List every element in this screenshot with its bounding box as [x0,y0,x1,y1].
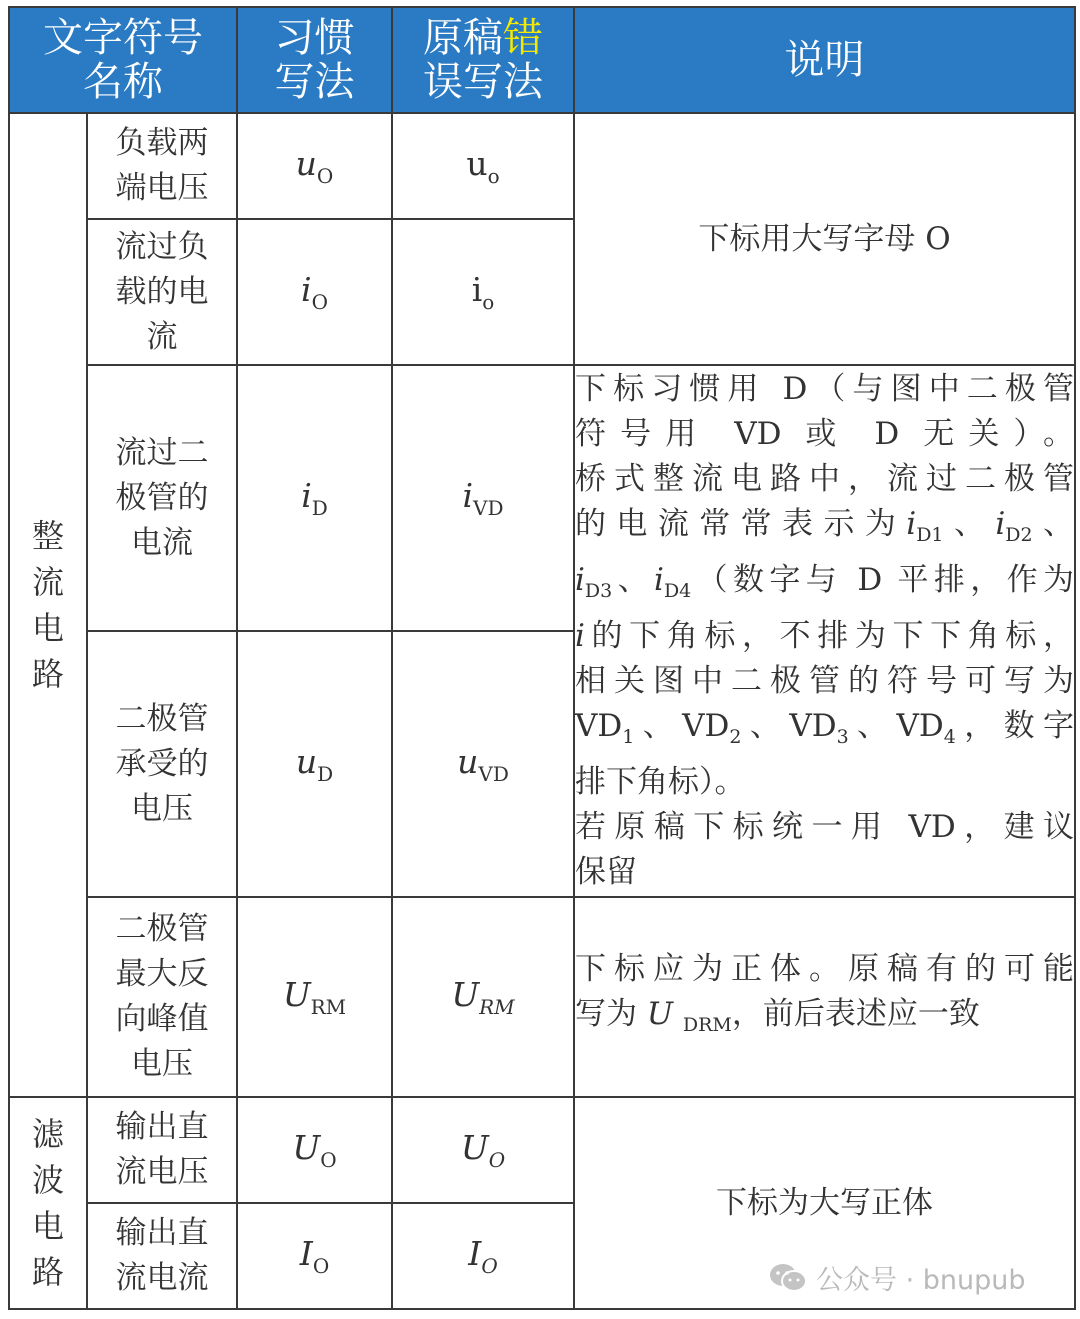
symbol-base: i [301,476,312,515]
symbol-base: U [451,975,480,1014]
table-wrapper [8,6,1076,1310]
row-name [87,113,237,219]
row-name-line: 流过负 [115,228,209,265]
original-symbol [392,113,574,219]
symbol-sub: O [316,164,334,188]
header-row [9,7,1075,113]
note-sub: 4 [943,726,956,748]
note-line [575,502,1074,558]
symbol-base: i [462,476,474,515]
note-sub: D1 [916,524,944,546]
table-row [9,113,1075,219]
symbol-sub: RM [479,995,515,1019]
symbol-base: u [466,144,488,183]
note-sub: D2 [1005,524,1033,546]
header-standard [237,7,392,113]
row-name-line: 负载两 [115,125,209,161]
note-text: 下标用大写字母 O [698,220,951,257]
standard-symbol [237,897,392,1097]
wechat-icon [768,1261,808,1295]
note-text: 下标为大写正体 [716,1184,933,1221]
note-line: 保留 [575,854,637,890]
row-name-line: 载的电 [115,273,209,310]
row-name [87,365,237,631]
original-symbol [392,365,574,631]
row-name-line: 二极管 [115,911,209,947]
row-name [87,1203,237,1309]
note-sub: 1 [622,726,635,748]
original-symbol [392,219,574,365]
note-line-text: （数字与 D 平排，作为 [691,562,1075,598]
note-diode-subscript [574,365,1075,897]
note-i: i [906,506,917,542]
header-standard-line1: 习惯 [274,15,355,61]
standard-symbol [237,631,392,897]
header-name-line1: 文字符号 [43,15,203,61]
symbol-base: u [457,742,479,781]
symbol-sub: O [320,1148,337,1172]
table-row [9,897,1075,1097]
note-line: 下标习惯用 D（与图中二极管 [575,371,1074,407]
header-standard-line2: 写法 [274,59,355,105]
group-filter [9,1097,87,1309]
symbol-sub: VD [473,496,504,520]
symbol-sub: O [488,1148,506,1172]
table-row [9,1097,1075,1203]
note-line-text: 的电流常常表示为 [575,506,907,542]
symbol-sub: D [311,496,328,520]
note-vd: VD [575,708,623,744]
table-row [9,365,1075,631]
symbol-sub: O [312,1254,330,1278]
row-name-line: 向峰值 [115,1001,209,1037]
header-name-line2: 名称 [83,59,163,105]
original-symbol [392,631,574,897]
row-name-line: 电压 [131,790,193,827]
symbol-base: u [295,144,317,183]
note-i: i [575,562,585,598]
note-sub: 3 [836,726,849,748]
note-line-text: ，前后表述应一致 [731,995,980,1032]
group-rectifier-label: 整流电路 [31,517,64,693]
note-uppercase-o [574,113,1075,365]
symbol-base: I [299,1234,313,1273]
row-name-line: 输出直 [115,1109,209,1145]
note-sep: 、 [612,562,655,598]
group-filter-label: 滤波电路 [31,1115,64,1291]
row-name-line: 二极管 [115,700,209,737]
symbol-base: i [301,270,312,309]
header-note [574,7,1075,113]
note-sub: DRM [682,1013,732,1036]
note-line [575,558,1074,614]
row-name-line: 电压 [131,1046,193,1082]
row-name-line: 极管的 [115,479,209,516]
note-line: 排下角标）。 [575,764,746,800]
symbol-sub: RM [310,995,347,1019]
symbol-sub: VD [478,762,509,786]
row-name-line: 流过二 [115,434,209,471]
symbol-base: u [295,742,318,781]
row-name-line: 承受的 [115,745,209,782]
header-original-b: 误写法 [423,59,543,105]
note-line [575,992,1074,1048]
note-line: 若原稿下标统一用 VD，建议 [575,809,1074,845]
note-sep: 、 [634,708,683,744]
note-vd: VD [896,708,944,744]
symbol-sub: D [317,762,334,786]
row-name [87,1097,237,1203]
standard-symbol [237,365,392,631]
symbol-sub: o [487,164,500,188]
symbol-base: U [282,975,311,1014]
symbol-base: U [292,1128,321,1167]
row-name-line: 流 [146,318,178,355]
note-vd: VD [789,708,837,744]
original-symbol [392,1097,574,1203]
note-sub: 2 [729,726,742,748]
row-name [87,631,237,897]
standard-symbol [237,1203,392,1309]
note-line: 桥式整流电路中，流过二极管 [575,461,1074,497]
note-line-text: 符号用 VD 或 D 无关）。 [575,416,1074,452]
note-i: i [575,618,585,654]
note-i: i [995,506,1006,542]
watermark-text: 公众号 · bnupub [816,1265,1026,1296]
symbol-base: U [460,1128,489,1167]
note-sep: 、 [741,708,790,744]
note-line-text: 的下角标，不排为下下角标， [584,618,1074,654]
note-sep: 、 [943,506,996,542]
note-line [575,412,1074,457]
row-name-line: 流电压 [115,1154,209,1190]
note-line [575,704,1074,760]
note-vd: VD [682,708,730,744]
header-original-highlight: 错 [503,15,543,61]
row-name-line: 流电流 [115,1260,209,1296]
note-sub: D3 [584,580,613,602]
note-line-text: 写为 [575,995,637,1032]
row-name-line: 输出直 [115,1215,209,1251]
symbol-base: I [468,1234,482,1273]
note-sep: 、 [1032,506,1075,542]
note-sub: D4 [663,580,692,602]
note-upright-subscript [574,897,1075,1097]
note-line: 下标应为正体。原稿有的可能 [575,950,1074,987]
row-name [87,219,237,365]
watermark [768,1258,1026,1297]
symbol-base: i [471,270,483,309]
symbol-sub: o [482,290,495,314]
header-note-label: 说明 [784,37,865,83]
original-symbol [392,1203,574,1309]
symbol-sub: O [481,1254,498,1278]
note-line-text: ，数字 [955,708,1075,744]
row-name-line: 电流 [131,524,193,561]
note-i: i [654,562,664,598]
header-name [9,7,237,113]
header-original-a: 原稿 [423,15,503,61]
row-name [87,897,237,1097]
group-rectifier [9,113,87,1097]
standard-symbol [237,219,392,365]
note-sep: 、 [848,708,897,744]
standard-symbol [237,1097,392,1203]
original-symbol [392,897,574,1097]
note-u: U [646,995,673,1032]
standard-symbol [237,113,392,219]
row-name-line: 端电压 [115,170,209,206]
note-line: 相关图中二极管的符号可写为 [575,663,1074,699]
symbol-sub: O [311,290,328,314]
row-name-line: 最大反 [115,956,209,992]
note-line [575,614,1074,659]
header-original [392,7,574,113]
symbol-table [8,6,1076,1310]
